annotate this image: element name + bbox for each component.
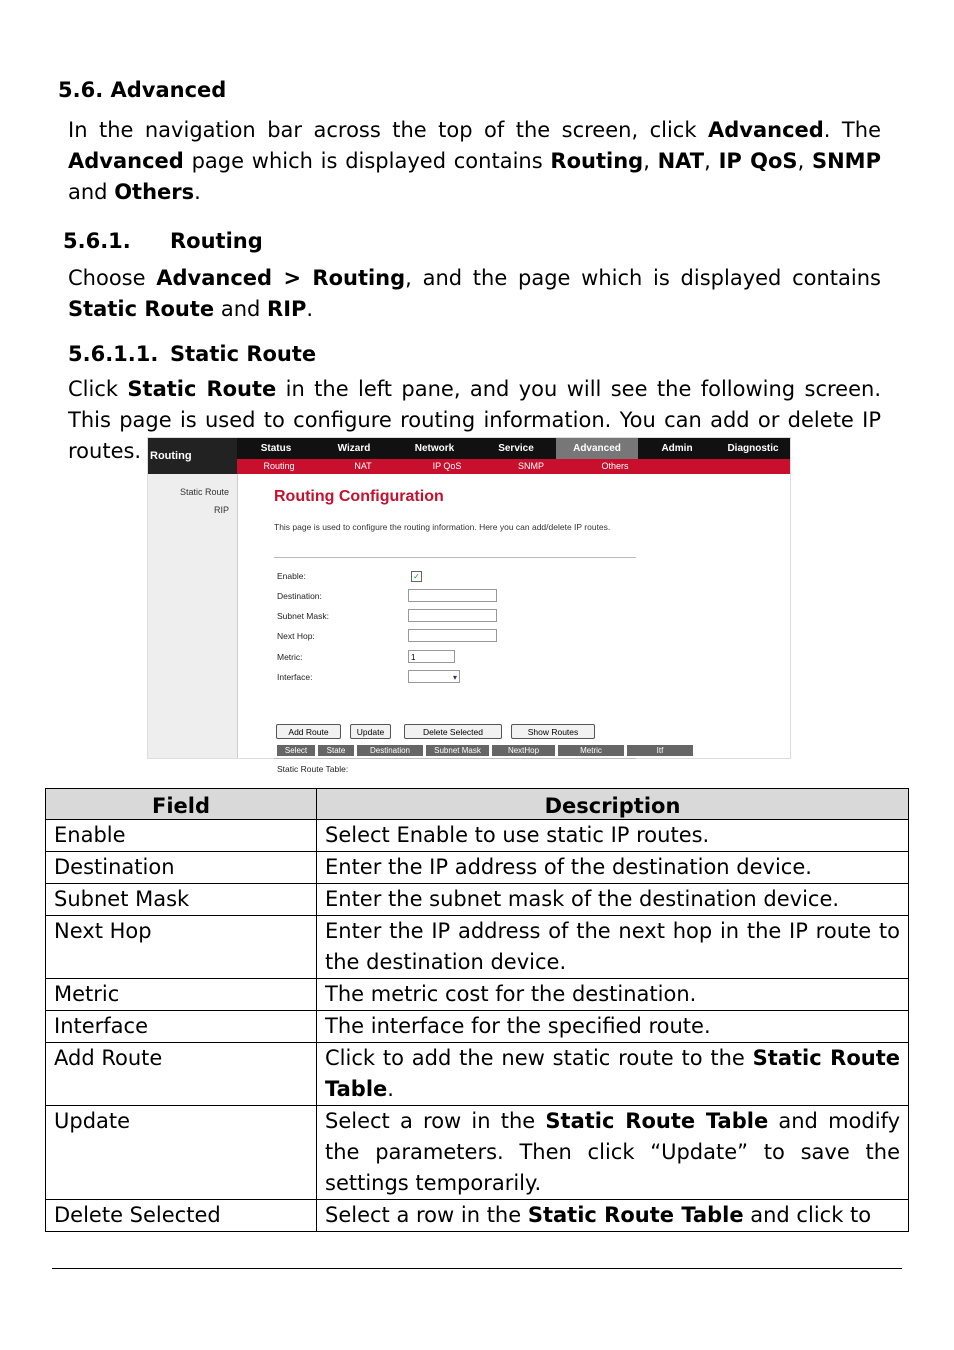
description-cell: Click to add the new static route to the Static Route Table. bbox=[317, 1043, 909, 1106]
interface-label: Interface: bbox=[277, 672, 313, 682]
static-route-paragraph: Click Static Route in the left pane, and you will see the following screen. This page is used to configure routing information. You can add or delete IP routes. bbox=[68, 377, 881, 463]
add-route-button[interactable]: Add Route bbox=[276, 724, 341, 739]
show-routes-button[interactable]: Show Routes bbox=[511, 724, 595, 739]
subsection-heading bbox=[63, 229, 263, 253]
header-description: Description bbox=[317, 789, 909, 820]
description-cell: Enter the subnet mask of the destination device. bbox=[317, 884, 909, 916]
field-cell: Delete Selected bbox=[46, 1200, 317, 1232]
description-cell: Select a row in the Static Route Table and modify the parameters. Then click “Update” to save the settings temporarily. bbox=[317, 1106, 909, 1200]
field-cell: Add Route bbox=[46, 1043, 317, 1106]
intro-paragraph: In the navigation bar across the top of the screen, click Advanced. The Advanced page which is displayed contains Routing, NAT, IP QoS, SNMP and Others. bbox=[68, 118, 881, 204]
subsubsection-heading bbox=[68, 342, 317, 366]
sub-nav bbox=[237, 459, 790, 474]
divider bbox=[274, 557, 636, 558]
subnet-mask-input[interactable] bbox=[408, 609, 497, 622]
router-screenshot bbox=[147, 437, 791, 774]
enable-checkbox[interactable]: ✓ bbox=[411, 571, 422, 582]
destination-label: Destination: bbox=[277, 591, 322, 601]
tab-status[interactable]: Status bbox=[260, 443, 292, 454]
header-field: Field bbox=[46, 789, 317, 820]
tab-network[interactable]: Network bbox=[414, 443, 455, 454]
section-title: Advanced bbox=[110, 78, 227, 102]
table-row bbox=[46, 852, 909, 884]
subtab-routing[interactable]: Routing bbox=[263, 461, 295, 471]
interface-select[interactable] bbox=[408, 670, 460, 683]
col-select: Select bbox=[277, 745, 315, 756]
metric-input[interactable]: 1 bbox=[408, 650, 455, 663]
field-cell: Interface bbox=[46, 1011, 317, 1043]
tab-advanced[interactable]: Advanced bbox=[556, 438, 638, 459]
routing-paragraph: Choose Advanced > Routing, and the page which is displayed contains Static Route and RIP. bbox=[68, 266, 881, 321]
destination-input[interactable] bbox=[408, 589, 497, 602]
divider bbox=[274, 758, 636, 759]
table-row bbox=[46, 1011, 909, 1043]
col-subnet-mask: Subnet Mask bbox=[426, 745, 489, 756]
field-cell: Subnet Mask bbox=[46, 884, 317, 916]
enable-label: Enable: bbox=[277, 571, 306, 581]
table-header-row bbox=[46, 789, 909, 820]
field-cell: Enable bbox=[46, 820, 317, 852]
static-route-table-header bbox=[277, 745, 693, 756]
tab-diagnostic[interactable]: Diagnostic bbox=[727, 443, 779, 454]
subtab-others[interactable]: Others bbox=[601, 461, 629, 471]
table-row bbox=[46, 916, 909, 979]
chevron-down-icon: ▾ bbox=[452, 673, 457, 682]
table-row bbox=[46, 979, 909, 1011]
delete-selected-button[interactable]: Delete Selected bbox=[404, 724, 502, 739]
field-cell: Update bbox=[46, 1106, 317, 1200]
left-menu-static-route[interactable]: Static Route bbox=[179, 487, 229, 497]
table-row bbox=[46, 1043, 909, 1106]
col-nexthop: NextHop bbox=[492, 745, 555, 756]
table-row bbox=[46, 884, 909, 916]
description-cell: Enter the IP address of the destination device. bbox=[317, 852, 909, 884]
tab-wizard[interactable]: Wizard bbox=[337, 443, 371, 454]
field-description-table bbox=[45, 788, 909, 1232]
footer-rule bbox=[52, 1268, 902, 1269]
tab-service[interactable]: Service bbox=[498, 443, 534, 454]
col-destination: Destination bbox=[357, 745, 423, 756]
field-cell: Next Hop bbox=[46, 916, 317, 979]
subsubsection-title: Static Route bbox=[170, 342, 317, 366]
left-menu bbox=[148, 474, 238, 758]
subtab-snmp[interactable]: SNMP bbox=[517, 461, 544, 471]
subnet-mask-label: Subnet Mask: bbox=[277, 611, 329, 621]
description-cell: Select a row in the Static Route Table and click to bbox=[317, 1200, 909, 1232]
subsubsection-number: 5.6.1.1. bbox=[68, 342, 159, 366]
description-cell: The metric cost for the destination. bbox=[317, 979, 909, 1011]
subtab-ip-qos[interactable]: IP QoS bbox=[432, 461, 462, 471]
section-heading bbox=[58, 78, 226, 102]
description-cell: Enter the IP address of the next hop in the IP route to the destination device. bbox=[317, 916, 909, 979]
description-cell: Select Enable to use static IP routes. bbox=[317, 820, 909, 852]
field-cell: Metric bbox=[46, 979, 317, 1011]
page-description: This page is used to configure the routing information. Here you can add/delete IP routes. bbox=[274, 522, 611, 532]
top-nav bbox=[237, 438, 790, 459]
next-hop-label: Next Hop: bbox=[277, 631, 315, 641]
field-cell: Destination bbox=[46, 852, 317, 884]
subtab-nat[interactable]: NAT bbox=[354, 461, 372, 471]
next-hop-input[interactable] bbox=[408, 629, 497, 642]
table-row bbox=[46, 820, 909, 852]
left-menu-rip[interactable]: RIP bbox=[213, 505, 229, 515]
static-route-table-label: Static Route Table: bbox=[277, 764, 349, 774]
metric-label: Metric: bbox=[277, 652, 303, 662]
table-row bbox=[46, 1200, 909, 1232]
update-button[interactable]: Update bbox=[350, 724, 391, 739]
col-itf: Itf bbox=[627, 745, 693, 756]
section-number: 5.6. bbox=[58, 78, 104, 102]
description-cell: The interface for the specified route. bbox=[317, 1011, 909, 1043]
page-title: Routing Configuration bbox=[274, 488, 444, 505]
table-row bbox=[46, 1106, 909, 1200]
subsection-title: Routing bbox=[170, 229, 263, 253]
tab-admin[interactable]: Admin bbox=[661, 443, 693, 454]
subsection-number: 5.6.1. bbox=[63, 229, 131, 253]
col-state: State bbox=[318, 745, 354, 756]
col-metric: Metric bbox=[558, 745, 624, 756]
brand-label: Routing bbox=[148, 438, 239, 474]
